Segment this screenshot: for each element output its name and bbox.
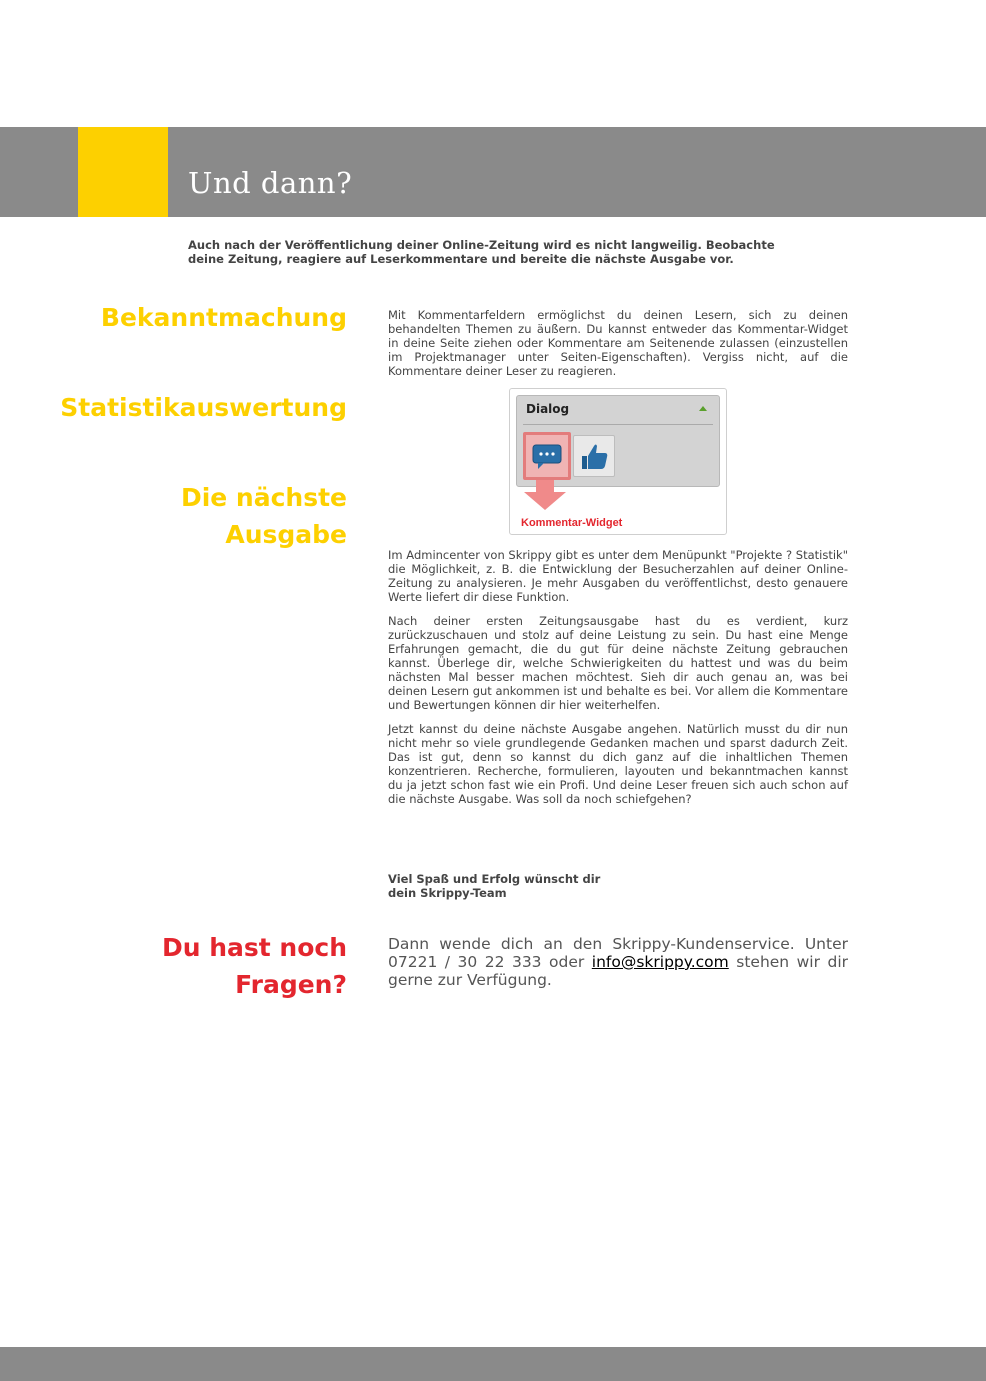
heading-fragen [17,929,347,1003]
heading-fragen-line1: Du hast noch [161,933,347,962]
intro-text: Auch nach der Veröffentlichung deiner Online-Zeitung wird es nicht langweilig. Beobachte deine Zeitung, reagiere auf Leserkommentare und bereite die nächste Ausgabe vor. [188,238,775,266]
dialog-panel [516,395,720,487]
dialog-title: Dialog [526,402,570,416]
signature [388,872,848,900]
comment-widget-tile [523,432,571,480]
kommentar-widget-label: Kommentar-Widget [521,517,623,529]
email-link[interactable]: info@skrippy.com [591,953,729,971]
naechste-paragraph-1: Nach deiner ersten Zeitungsausgabe hast du es verdient, kurz zurückzuschauen und stolz auf deine Leistung zu sein. Du hast eine Menge Erfahrungen gemacht, die du gut für deine nächste Zeitung gebrauchen kannst. Überlege dir, welche Schwierigkeiten du hattest und was du beim nächsten Mal besser machen möchtest. Sieh dir auch genau an, was bei deinen Lesern gut ankommen ist und behalte es bei. Vor allem die Kommentare und Bewertungen können dir hier weiterhelfen. [388,614,848,712]
down-arrow-icon [520,480,570,512]
footer-band [0,1347,986,1381]
bekanntmachung-paragraph: Mit Kommentarfeldern ermöglichst du deinen Lesern, sich zu deinen behandelten Themen zu äußern. Du kannst entweder das Kommentar-Widget in deine Seite ziehen oder Kommentare am Seitenende zulassen (einzustellen im Projektmanager unter Seiten-Eigenschaften). Vergiss nicht, auf die Kommentare deiner Leser zu reagieren. [388,308,848,378]
comment-bubble-icon [526,435,568,477]
thumbs-up-icon [574,436,614,476]
like-widget-tile [573,435,615,477]
contact-text-after: stehen wir dir gerne zur Verfügung. [388,953,849,989]
heading-naechste-ausgabe [17,479,347,553]
statistik-section [388,548,848,816]
heading-naechste-line1: Die nächste [180,483,347,512]
bekanntmachung-section [388,308,848,388]
kommentar-widget-illustration [509,388,727,535]
heading-bekanntmachung: Bekanntmachung [100,303,347,332]
statistik-paragraph: Im Admincenter von Skrippy gibt es unter dem Menüpunkt "Projekte ? Statistik" die Möglichkeit, z. B. die Entwicklung der Besucherzahlen auf deiner Online-Zeitung zu analysieren. Je mehr Ausgaben du veröffentlichst, desto genauere Werte liefert dir diese Funktion. [388,548,848,604]
signature-line2: dein Skrippy-Team [388,886,507,900]
signature-line1: Viel Spaß und Erfolg wünscht dir [388,872,601,886]
dialog-divider [523,424,713,425]
heading-statistikauswertung: Statistikauswertung [60,393,347,422]
naechste-paragraph-2: Jetzt kannst du deine nächste Ausgabe angehen. Natürlich musst du dir nun nicht mehr so viele grundlegende Gedanken machen und sparst dadurch Zeit. Das ist gut, denn so kannst du dich ganz auf die inhaltlichen Themen konzentrieren. Recherche, formulieren, layouten und bekanntmachen kannst du ja jetzt schon fast wie ein Profi. Und deine Leser freuen sich auch schon auf die nächste Ausgabe. Was soll da noch schiefgehen? [388,722,848,806]
heading-naechste-line2: Ausgabe [225,520,347,549]
page-title: Und dann? [188,166,353,200]
yellow-accent-square [78,127,168,217]
contact-text-before: Dann wende dich an den Skrippy-Kundenservice. Unter 07221 / 30 22 333 oder [388,935,848,971]
heading-fragen-line2: Fragen? [235,970,347,999]
chevron-up-icon [699,406,707,411]
contact-paragraph [388,935,848,989]
